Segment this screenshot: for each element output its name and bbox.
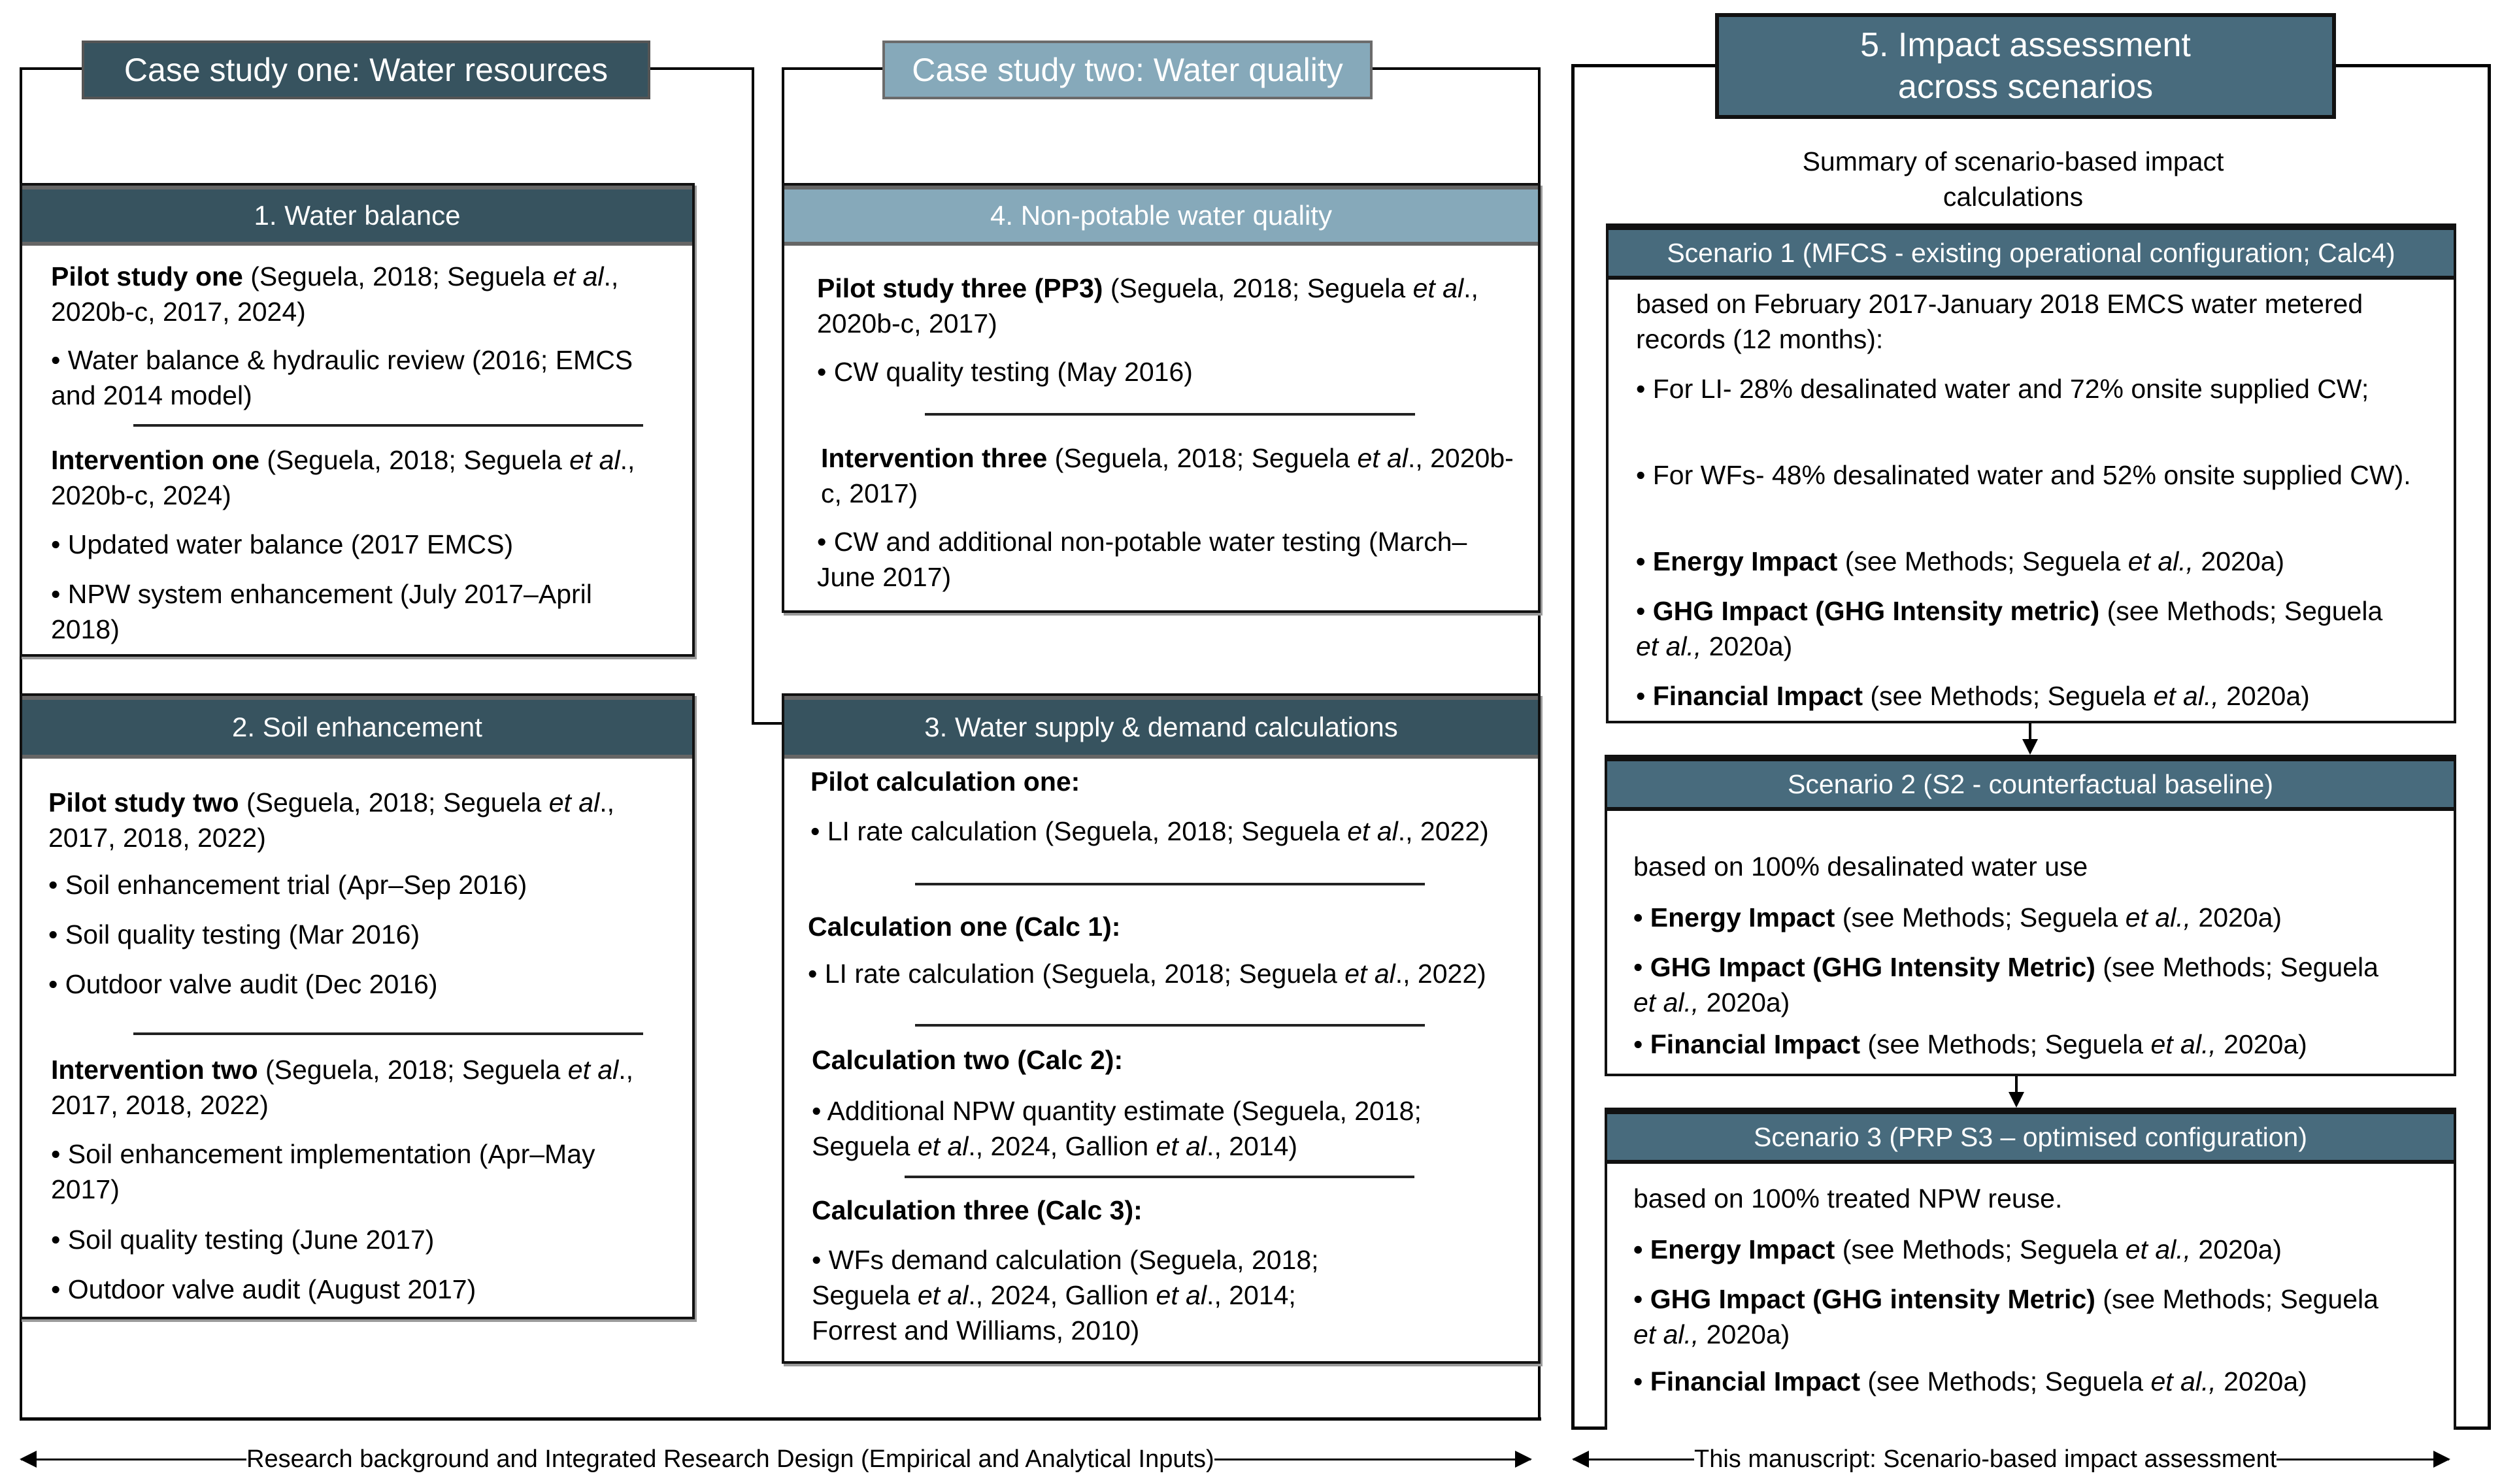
list-item: • Soil quality testing (June 2017) (51, 1225, 435, 1255)
arrow-down-icon (2015, 1076, 2018, 1105)
energy-impact: • Energy Impact (see Methods; Seguela et al., 2020a) (1636, 546, 2285, 576)
section-npw-quality-header (784, 186, 1538, 246)
frame-left-top-b (647, 67, 753, 70)
citation-text: (Seguela, 2018; Seguela (242, 261, 554, 291)
frame-left-top-a (20, 67, 85, 70)
arrow-right-icon (2277, 1459, 2449, 1460)
scenario-1-box (1606, 223, 2456, 723)
citation-text: ., 2017, 2018, 2022) (51, 1055, 634, 1120)
scenario-3-intro: based on 100% treated NPW reuse. (1633, 1183, 2063, 1213)
arrow-left-icon (1573, 1459, 1694, 1460)
citation-etal: et al (553, 261, 604, 291)
energy-impact-label: Energy Impact (1652, 546, 1838, 576)
list-item: • Soil enhancement trial (Apr–Sep 2016) (48, 870, 527, 900)
section-water-balance-header (22, 186, 692, 246)
divider (915, 883, 1425, 885)
citation-text: • LI rate calculation (Seguela, 2018; Seguela (810, 816, 1348, 846)
citation-text: (see Methods; Seguela (1835, 902, 2126, 932)
citation-text: (Seguela, 2018; Seguela (1047, 443, 1358, 473)
calculation-two: Calculation two (Calc 2): (812, 1045, 1124, 1075)
ghg-impact: • GHG Impact (GHG intensity Metric) (see Methods; Seguela et al., 2020a) (1633, 1284, 2378, 1349)
citation-etal: et al., (2150, 1029, 2216, 1059)
citation-etal: et al., (1633, 1319, 1699, 1349)
pilot-study-one (51, 259, 678, 329)
list-item: • NPW system enhancement (July 2017–April 2018) (51, 579, 592, 644)
list-item: • Updated water balance (2017 EMCS) (51, 529, 514, 559)
citation-etal: et al (1357, 443, 1408, 473)
pilot-study-three-label: Pilot study three (PP3) (817, 273, 1103, 303)
section-water-supply-demand (782, 693, 1541, 1364)
citation-text: 2020a) (2191, 902, 2282, 932)
section-npw-quality-title: 4. Non-potable water quality (990, 200, 1332, 231)
section-supply-demand-title: 3. Water supply & demand calculations (924, 712, 1398, 742)
case-study-two-label (882, 41, 1373, 99)
list-item: • Soil enhancement implementation (Apr–May 2017) (51, 1139, 595, 1204)
citation-text: (see Methods; Seguela (1837, 546, 2128, 576)
financial-impact-label: Financial Impact (1650, 1366, 1861, 1396)
citation-etal: et al., (2150, 1366, 2216, 1396)
citation-text: 2020a) (2216, 1366, 2307, 1396)
scenario-3-title: Scenario 3 (PRP S3 – optimised configuration) (1753, 1121, 2308, 1152)
citation-text: ., 2014) (1207, 1131, 1298, 1161)
frame-mid-top-b (1369, 67, 1541, 70)
summary-text (1654, 144, 2373, 214)
energy-impact-label: Energy Impact (1650, 1234, 1835, 1264)
intervention-three (821, 440, 1514, 511)
citation-text: (see Methods; Seguela (1860, 1029, 2151, 1059)
scenario-2-intro: based on 100% desalinated water use (1633, 851, 2088, 882)
ghg-impact-label: GHG Impact (GHG Intensity Metric) (1650, 952, 2095, 982)
citation-text: ., 2020b-c, 2024) (51, 445, 635, 510)
citation-text: ., 2024, Gallion (968, 1280, 1156, 1310)
list-item: • Outdoor valve audit (August 2017) (51, 1274, 476, 1304)
list-item (810, 814, 1503, 849)
intervention-one (51, 442, 678, 513)
pilot-calculation-one: Pilot calculation one: (810, 767, 1080, 797)
summary-line2: calculations (1943, 182, 2084, 212)
scenario-1-title: Scenario 1 (MFCS - existing operational configuration; Calc4) (1667, 237, 2395, 268)
citation-text: 2020a) (1701, 631, 1793, 661)
citation-etal: et al (548, 787, 600, 817)
connector-to-section3 (752, 722, 783, 725)
divider (133, 1032, 643, 1035)
citation-text: 2020a) (1699, 1319, 1790, 1349)
section-soil-enhancement (20, 693, 695, 1319)
citation-text: ., 2020b-c, 2017, 2024) (51, 261, 619, 327)
list-item (812, 1093, 1505, 1164)
citation-text: (see Methods; Seguela (2099, 596, 2383, 626)
financial-impact-label: Financial Impact (1652, 681, 1863, 711)
footer-right (1573, 1445, 2449, 1474)
citation-etal: et al (1347, 816, 1398, 846)
calculation-three: Calculation three (Calc 3): (812, 1195, 1143, 1225)
citation-etal: et al., (1633, 987, 1699, 1017)
citation-text: • LI rate calculation (Seguela, 2018; Seguela (808, 959, 1345, 989)
citation-text: (Seguela, 2018; Seguela (258, 1055, 568, 1085)
scenario-3-header (1607, 1110, 2454, 1164)
citation-text: 2020a) (2193, 546, 2285, 576)
frame-mid-top-a (782, 67, 886, 70)
citation-text: (see Methods; Seguela (1860, 1366, 2151, 1396)
citation-text: 2020a) (1699, 987, 1790, 1017)
divider (905, 1176, 1414, 1178)
list-item: • For LI- 28% desalinated water and 72% onsite supplied CW; (1636, 374, 2369, 404)
footer-left-text: Research background and Integrated Research Design (Empirical and Analytical Inputs) (246, 1445, 1214, 1473)
scenario-2-header (1607, 757, 2454, 811)
intervention-three-label: Intervention three (821, 443, 1048, 473)
citation-etal: et al., (2153, 681, 2219, 711)
citation-text: • WFs demand calculation (Seguela, 2018; Seguela (812, 1245, 1319, 1310)
scenario-1-header (1609, 226, 2454, 280)
citation-text: (Seguela, 2018; Seguela (259, 445, 570, 475)
scenario-1-intro: based on February 2017-January 2018 EMCS water metered records (12 months): (1636, 289, 2363, 354)
section-soil-enhancement-header (22, 696, 692, 759)
energy-impact: • Energy Impact (see Methods; Seguela et al., 2020a) (1633, 902, 2282, 932)
scenario-2-title: Scenario 2 (S2 - counterfactual baseline) (1788, 768, 2273, 799)
impact-title-line1: 5. Impact assessment (1860, 26, 2191, 64)
citation-text: ., 2020b-c, 2017) (821, 443, 1514, 508)
citation-text: • Additional NPW quantity estimate (Seguela, 2018; Seguela (812, 1096, 1422, 1161)
energy-impact: • Energy Impact (see Methods; Seguela et al., 2020a) (1633, 1234, 2282, 1264)
divider (915, 1024, 1425, 1027)
citation-text: (see Methods; Seguela (1863, 681, 2154, 711)
financial-impact-label: Financial Impact (1650, 1029, 1861, 1059)
citation-etal: et al (917, 1280, 969, 1310)
citation-text: ., 2022) (1397, 816, 1489, 846)
impact-assessment-title (1715, 13, 2336, 119)
citation-text: 2020a) (2216, 1029, 2307, 1059)
intervention-two-label: Intervention two (51, 1055, 258, 1085)
pilot-study-one-label: Pilot study one (51, 261, 243, 291)
citation-text: (see Methods; Seguela (2095, 1284, 2378, 1314)
summary-line1: Summary of scenario-based impact (1802, 146, 2224, 176)
citation-etal: et al (1412, 273, 1464, 303)
ghg-impact: • GHG Impact (GHG Intensity Metric) (see Methods; Seguela et al., 2020a) (1633, 952, 2378, 1017)
pilot-study-three (817, 271, 1510, 341)
list-item (808, 956, 1501, 991)
case-study-two-text: Case study two: Water quality (912, 52, 1343, 88)
footer-left (21, 1445, 1531, 1474)
list-item (812, 1242, 1387, 1348)
citation-text: ., 2020b-c, 2017) (817, 273, 1478, 338)
ghg-impact-label: GHG Impact (GHG intensity Metric) (1650, 1284, 2095, 1314)
citation-text: 2020a) (2191, 1234, 2282, 1264)
intervention-two (51, 1052, 678, 1123)
citation-etal: et al (569, 445, 620, 475)
section-water-balance-title: 1. Water balance (254, 200, 461, 231)
energy-impact-label: Energy Impact (1650, 902, 1835, 932)
case-study-one-text: Case study one: Water resources (124, 52, 609, 88)
section-soil-enhancement-title: 2. Soil enhancement (232, 712, 482, 742)
list-item: • For WFs- 48% desalinated water and 52% onsite supplied CW). (1636, 460, 2411, 490)
frame-bottom (20, 1417, 1541, 1421)
section-water-balance (20, 183, 695, 657)
list-item: • Soil quality testing (Mar 2016) (48, 919, 420, 949)
calculation-one: Calculation one (Calc 1): (808, 912, 1121, 942)
citation-etal: et al., (2125, 1234, 2192, 1264)
list-item: • Water balance & hydraulic review (2016; EMCS and 2014 model) (51, 345, 633, 410)
intervention-one-label: Intervention one (51, 445, 259, 475)
arrow-left-icon (21, 1459, 246, 1460)
citation-etal: et al., (2127, 546, 2194, 576)
citation-etal: et al (567, 1055, 619, 1085)
citation-etal: et al., (1636, 631, 1702, 661)
list-item: • Outdoor valve audit (Dec 2016) (48, 969, 438, 999)
citation-etal: et al., (2125, 902, 2192, 932)
frame-right-left (1571, 64, 1575, 1430)
arrow-right-icon (1214, 1459, 1531, 1460)
frame-right-top-a (1571, 64, 1718, 67)
section-supply-demand-header (784, 696, 1538, 759)
financial-impact: • Financial Impact (see Methods; Seguela et al., 2020a) (1633, 1029, 2307, 1059)
citation-text: (Seguela, 2018; Seguela (1103, 273, 1413, 303)
scenario-3-box (1605, 1108, 2456, 1430)
divider (925, 413, 1415, 416)
case-study-one-label (82, 41, 650, 99)
citation-text: (see Methods; Seguela (1835, 1234, 2126, 1264)
financial-impact: • Financial Impact (see Methods; Seguela et al., 2020a) (1636, 681, 2310, 711)
frame-left-inner-right (752, 67, 754, 725)
financial-impact: • Financial Impact (see Methods; Seguela et al., 2020a) (1633, 1366, 2307, 1396)
pilot-study-two-label: Pilot study two (48, 787, 239, 817)
citation-text: (see Methods; Seguela (2095, 952, 2378, 982)
citation-text: ., 2014; Forrest and Williams, 2010) (812, 1280, 1296, 1345)
citation-etal: et al (917, 1131, 969, 1161)
list-item: • CW and additional non-potable water testing (March–June 2017) (817, 527, 1467, 592)
arrow-down-icon (2029, 723, 2031, 752)
citation-text: ., 2024, Gallion (968, 1131, 1156, 1161)
ghg-impact: • GHG Impact (GHG Intensity metric) (see Methods; Seguela et al., 2020a) (1636, 596, 2383, 661)
impact-title-line2: across scenarios (1897, 68, 2154, 106)
citation-etal: et al (1156, 1280, 1207, 1310)
citation-text: (Seguela, 2018; Seguela (239, 787, 549, 817)
pilot-study-two (48, 785, 686, 855)
list-item: • CW quality testing (May 2016) (817, 357, 1193, 387)
frame-right-right (2488, 64, 2491, 1430)
citation-text: ., 2017, 2018, 2022) (48, 787, 614, 853)
frame-right-top-b (2333, 64, 2490, 67)
scenario-2-box (1605, 755, 2456, 1076)
divider (133, 424, 643, 427)
citation-etal: et al (1156, 1131, 1207, 1161)
footer-right-text: This manuscript: Scenario-based impact assessment (1694, 1445, 2277, 1473)
section-non-potable-water-quality (782, 183, 1541, 613)
citation-etal: et al (1344, 959, 1395, 989)
frame-mid-left (782, 67, 784, 191)
ghg-impact-label: GHG Impact (GHG Intensity metric) (1652, 596, 2100, 626)
citation-text: ., 2022) (1395, 959, 1486, 989)
citation-text: 2020a) (2218, 681, 2310, 711)
